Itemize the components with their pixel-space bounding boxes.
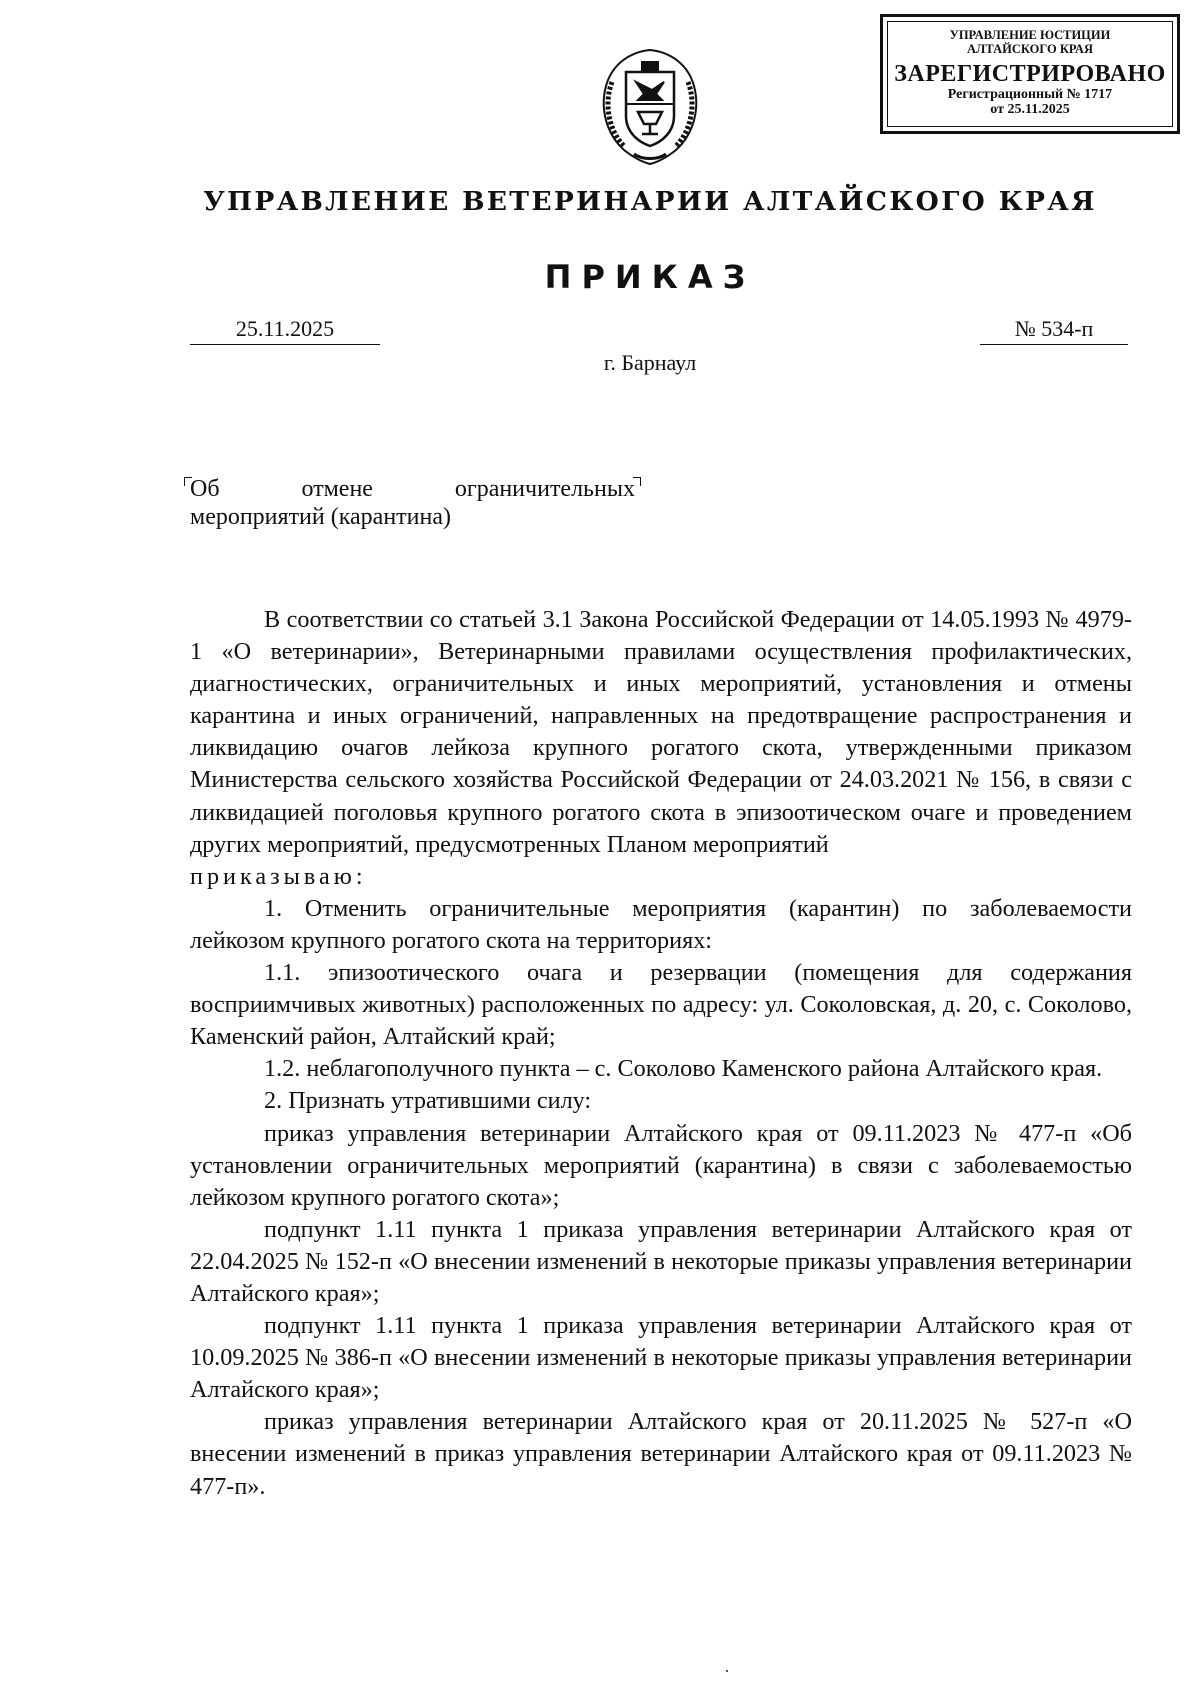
order-word: приказываю:	[190, 862, 367, 890]
item-2-d: приказ управления ветеринарии Алтайского края от 20.11.2025 № 527-п «О внесении изменений в приказ управления ветеринарии Алтайского края от 09.11.2023 № 477-п».	[190, 1408, 1132, 1500]
order-body	[190, 604, 1132, 1503]
agency-name: УПРАВЛЕНИЕ ВЕТЕРИНАРИИ АЛТАЙСКОГО КРАЯ	[203, 186, 1097, 217]
subject-line2: мероприятий (карантина)	[190, 504, 451, 530]
registration-stamp	[880, 14, 1180, 134]
order-city: г. Барнаул	[603, 350, 697, 375]
item-1-1: 1.1. эпизоотического очага и резервации (помещения для содержания восприимчивых животных) расположенных по адресу: ул. Соколовская, д. 20, с. Соколово, Каменский район, Алтайский край;	[190, 959, 1132, 1051]
subject-word: отмене	[301, 476, 373, 502]
order-date: 25.11.2025	[190, 316, 380, 345]
coat-of-arms-icon	[590, 42, 710, 170]
subject-line1	[190, 475, 635, 503]
subject-word: ограничительных	[454, 476, 635, 502]
document-type: ПРИКАЗ	[544, 258, 756, 296]
stamp-org-line2: АЛТАЙСКОГО КРАЯ	[967, 41, 1093, 56]
item-1: 1. Отменить ограничительные мероприятия (карантин) по заболеваемости лейкозом крупного рогатого скота на территориях:	[190, 894, 1132, 954]
stamp-reg-number: Регистрационный № 1717	[947, 86, 1113, 102]
item-2-c: подпункт 1.11 пункта 1 приказа управления ветеринарии Алтайского края от 10.09.2025 № 386-п «О внесении изменений в некоторые приказы управления ветеринарии Алтайского края»;	[190, 1312, 1132, 1404]
stamp-status: ЗАРЕГИСТРИРОВАНО	[894, 60, 1166, 87]
preamble-paragraph: В соответствии со статьей 3.1 Закона Российской Федерации от 14.05.1993 № 4979-1 «О ветеринарии», Ветеринарными правилами осуществления профилактических, диагностических, ограничительных и иных мероприятий, установления и отмены карантина и иных ограничений, направленных на предотвращение распространения и ликвидацию очагов лейкоза крупного рогатого скота, утвержденными приказом Министерства сельского хозяйства Российской Федерации от 24.03.2021 № 156, в связи с ликвидацией поголовья крупного рогатого скота в эпизоотическом очаге и проведением других мероприятий, предусмотренных Планом мероприятий	[190, 606, 1132, 858]
scan-speck	[726, 1670, 728, 1672]
item-2-b: подпункт 1.11 пункта 1 приказа управления ветеринарии Алтайского края от 22.04.2025 № 152-п «О внесении изменений в некоторые приказы управления ветеринарии Алтайского края»;	[190, 1215, 1132, 1307]
stamp-org-line1: УПРАВЛЕНИЕ ЮСТИЦИИ	[949, 28, 1111, 42]
subject-bracket-left	[184, 477, 192, 486]
subject-word: Об	[190, 476, 220, 502]
stamp-reg-date: от 25.11.2025	[990, 102, 1070, 118]
item-2-a: приказ управления ветеринарии Алтайского края от 09.11.2023 № 477-п «Об установлении ограничительных мероприятий (карантина) в связи с заболеваемостью лейкозом крупного рогатого скота»;	[190, 1119, 1132, 1211]
order-number: № 534-п	[980, 316, 1128, 345]
item-1-2: 1.2. неблагополучного пункта – с. Соколово Каменского района Алтайского края.	[264, 1055, 1103, 1083]
subject-bracket-right	[633, 477, 641, 486]
order-subject	[190, 475, 635, 531]
item-2: 2. Признать утратившими силу:	[264, 1087, 592, 1115]
